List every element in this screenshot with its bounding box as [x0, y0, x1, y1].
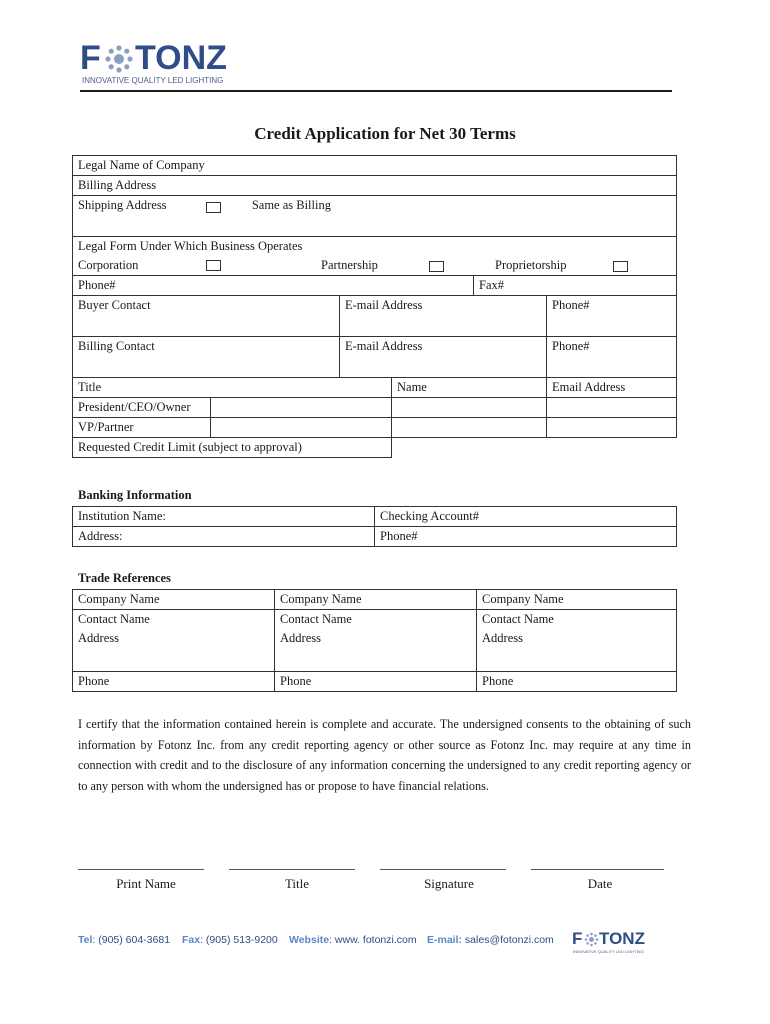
- fax-label: Fax#: [479, 278, 504, 292]
- legal-form-options: [73, 256, 677, 276]
- corporation-label: Corporation: [78, 258, 139, 272]
- website-label: Website: [289, 934, 330, 946]
- phone-label: Phone#: [78, 278, 116, 292]
- trade-phone-3[interactable]: [477, 672, 677, 692]
- buyer-phone-label: Phone#: [552, 298, 590, 312]
- trade-company-1[interactable]: [73, 590, 275, 610]
- trade-phone-1-label: Phone: [78, 674, 110, 688]
- bank-address-label: Address:: [78, 529, 123, 543]
- trade-contact-3-label: Contact Name: [482, 612, 554, 626]
- same-as-billing-checkbox[interactable]: [206, 202, 221, 213]
- print-name-line[interactable]: [78, 869, 204, 870]
- legal-form-label: Legal Form Under Which Business Operates: [78, 239, 303, 253]
- billing-phone-field[interactable]: [547, 337, 677, 378]
- company-info-table: [72, 155, 677, 458]
- trade-company-1-label: Company Name: [78, 592, 160, 606]
- legal-name-field[interactable]: [73, 156, 677, 176]
- vp-title-input[interactable]: [211, 418, 392, 438]
- trade-table: [72, 589, 677, 692]
- title-sign-label: Title: [284, 876, 310, 891]
- legal-name-label: Legal Name of Company: [78, 158, 205, 172]
- proprietorship-checkbox[interactable]: [613, 261, 628, 272]
- billing-address-label: Billing Address: [78, 178, 157, 192]
- president-label-cell: [73, 398, 211, 418]
- trade-address-1-label: Address: [78, 631, 119, 645]
- logo-letters-tonz: TONZ: [135, 39, 227, 77]
- website-value: : www. fotonzi.com: [329, 934, 417, 946]
- trade-address-1[interactable]: [73, 629, 275, 672]
- president-title-input[interactable]: [211, 398, 392, 418]
- legal-form-label-cell: [73, 237, 677, 257]
- trade-phone-2-label: Phone: [280, 674, 312, 688]
- president-email-input[interactable]: [547, 398, 677, 418]
- shipping-address-field[interactable]: [73, 196, 677, 237]
- bank-phone-field[interactable]: [375, 527, 677, 547]
- partnership-checkbox[interactable]: [429, 261, 444, 272]
- billing-contact-field[interactable]: [73, 337, 340, 378]
- trade-company-2[interactable]: [275, 590, 477, 610]
- trade-address-2[interactable]: [275, 629, 477, 672]
- trade-phone-1[interactable]: [73, 672, 275, 692]
- credit-limit-input[interactable]: [392, 438, 677, 458]
- vp-label: VP/Partner: [78, 420, 134, 434]
- trade-phone-3-label: Phone: [482, 674, 514, 688]
- checking-label: Checking Account#: [380, 509, 479, 523]
- trade-contact-3[interactable]: [477, 610, 677, 630]
- header-logo: [80, 40, 230, 90]
- title-line[interactable]: [229, 869, 355, 870]
- institution-label: Institution Name:: [78, 509, 166, 523]
- date-line[interactable]: [531, 869, 664, 870]
- title-header-label: Title: [78, 380, 102, 394]
- banking-heading: Banking Information: [78, 488, 192, 502]
- billing-email-label: E-mail Address: [345, 339, 423, 353]
- logo-tagline: INNOVATIVE QUALITY LED LIGHTING: [82, 76, 224, 85]
- president-label: President/CEO/Owner: [78, 400, 191, 414]
- shipping-address-label: Shipping Address: [78, 198, 167, 212]
- trade-company-3-label: Company Name: [482, 592, 564, 606]
- billing-contact-label: Billing Contact: [78, 339, 155, 353]
- phone-field[interactable]: [73, 276, 474, 296]
- fax-label: Fax: [182, 934, 201, 946]
- corporation-checkbox[interactable]: [206, 260, 221, 271]
- signature-label: Signature: [424, 876, 474, 891]
- vp-name-input[interactable]: [392, 418, 547, 438]
- email-value: sales@fotonzi.com: [462, 934, 554, 946]
- footer-fax: [182, 934, 278, 946]
- certification-text: I certify that the information contained herein is complete and accurate. The undersigned consents to the obtaining of such information by Fotonz Inc. from any credit reporting agency or other source as Fotonz Inc. may require at any time in connection with credit and to the disclosure of any information concerning the undersigned to any credit reporting agency or to any person with whom the undersigned has or propose to have financial relations.: [78, 717, 691, 793]
- footer-logo-tagline: INNOVATIVE QUALITY LED LIGHTING: [573, 949, 644, 954]
- billing-email-field[interactable]: [340, 337, 547, 378]
- buyer-email-field[interactable]: [340, 296, 547, 337]
- trade-heading: Trade References: [78, 571, 171, 585]
- trade-address-3[interactable]: [477, 629, 677, 672]
- trade-company-2-label: Company Name: [280, 592, 362, 606]
- trade-company-3[interactable]: [477, 590, 677, 610]
- page-title: Credit Application for Net 30 Terms: [254, 124, 516, 143]
- credit-limit-label-cell: [73, 438, 392, 458]
- buyer-contact-label: Buyer Contact: [78, 298, 151, 312]
- buyer-phone-field[interactable]: [547, 296, 677, 337]
- same-as-billing-label: Same as Billing: [251, 198, 331, 212]
- trade-address-2-label: Address: [280, 631, 321, 645]
- footer-email[interactable]: [427, 934, 554, 946]
- president-name-input[interactable]: [392, 398, 547, 418]
- tel-label: Tel: [78, 934, 93, 946]
- print-name-label: Print Name: [116, 876, 176, 891]
- name-header-label: Name: [397, 380, 427, 394]
- checking-field[interactable]: [375, 507, 677, 527]
- trade-contact-1-label: Contact Name: [78, 612, 150, 626]
- billing-address-field[interactable]: [73, 176, 677, 196]
- signature-line[interactable]: [380, 869, 506, 870]
- email-header: [547, 378, 677, 398]
- email-label: E-mail:: [427, 934, 463, 946]
- bank-address-field[interactable]: [73, 527, 375, 547]
- buyer-contact-field[interactable]: [73, 296, 340, 337]
- trade-contact-2[interactable]: [275, 610, 477, 630]
- sun-icon: [104, 44, 134, 74]
- fax-value: : (905) 513-9200: [200, 934, 278, 946]
- vp-label-cell: [73, 418, 211, 438]
- logo-letter-f: F: [80, 39, 101, 77]
- trade-phone-2[interactable]: [275, 672, 477, 692]
- name-header: [392, 378, 547, 398]
- fax-field[interactable]: [474, 276, 677, 296]
- bank-phone-label: Phone#: [380, 529, 418, 543]
- email-header-label: Email Address: [552, 380, 626, 394]
- trade-contact-2-label: Contact Name: [280, 612, 352, 626]
- billing-phone-label: Phone#: [552, 339, 590, 353]
- trade-address-3-label: Address: [482, 631, 523, 645]
- footer-sun-icon: [584, 932, 599, 947]
- footer-logo-f: F: [572, 929, 583, 948]
- trade-contact-1[interactable]: [73, 610, 275, 630]
- vp-email-input[interactable]: [547, 418, 677, 438]
- banking-table: [72, 506, 677, 547]
- tel-value: : (905) 604-3681: [92, 934, 171, 946]
- proprietorship-label: Proprietorship: [495, 258, 567, 272]
- footer-logo: [572, 930, 652, 956]
- date-label: Date: [587, 876, 613, 891]
- buyer-email-label: E-mail Address: [345, 298, 423, 312]
- institution-field[interactable]: [73, 507, 375, 527]
- title-header: [73, 378, 392, 398]
- footer-website[interactable]: [289, 934, 417, 946]
- partnership-label: Partnership: [321, 258, 378, 272]
- footer-logo-tonz: TONZ: [599, 929, 645, 948]
- credit-limit-label: Requested Credit Limit (subject to approval): [78, 440, 302, 454]
- header-rule: [80, 90, 672, 92]
- footer-tel: [78, 934, 170, 946]
